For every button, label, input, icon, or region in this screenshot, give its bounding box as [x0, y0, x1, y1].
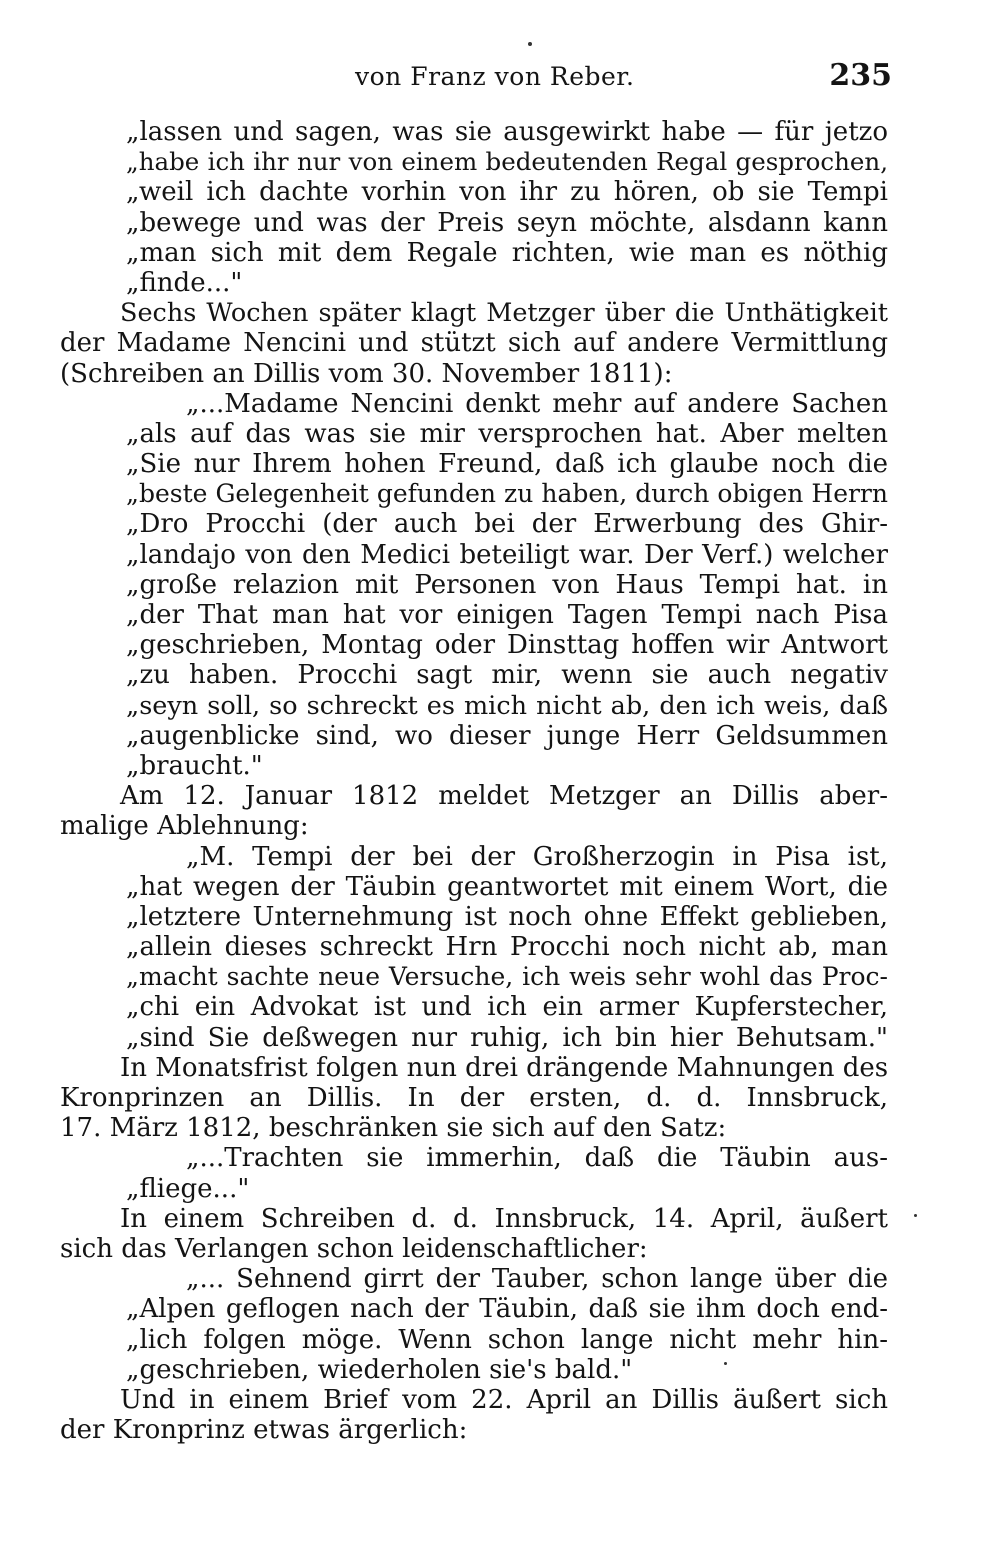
- text-line: „sind Sie deßwegen nur ruhig, ich bin hier Behutsam.": [126, 1022, 888, 1053]
- text-line: Kronprinzen an Dillis. In der ersten, d. d. Innsbruck,: [60, 1083, 888, 1113]
- text-line: „braucht.": [126, 750, 263, 781]
- text-line: „lassen und sagen, was sie ausgewirkt habe — für jetzo: [126, 117, 888, 147]
- text-line: Sechs Wochen später klagt Metzger über die Unthätigkeit: [120, 298, 888, 329]
- speck-mark: [914, 1214, 917, 1217]
- text-line: „geschrieben, Montag oder Dinsttag hoffen wir Antwort: [126, 630, 888, 661]
- text-line: 17. März 1812, beschränken sie sich auf den Satz:: [60, 1113, 727, 1144]
- text-line: In einem Schreiben d. d. Innsbruck, 14. April, äußert: [120, 1203, 888, 1234]
- text-line: „lich folgen möge. Wenn schon lange nicht mehr hin-: [126, 1324, 888, 1355]
- text-line: „als auf das was sie mir versprochen hat. Aber melten: [126, 418, 888, 449]
- text-line: „geschrieben, wiederholen sie's bald.": [126, 1354, 633, 1385]
- text-line: „...Madame Nencini denkt mehr auf andere Sachen: [186, 388, 888, 419]
- text-line: „habe ich ihr nur von einem bedeutenden Regal gesprochen,: [126, 147, 888, 177]
- text-line: Am 12. Januar 1812 meldet Metzger an Dillis aber-: [120, 781, 888, 812]
- text-line: „chi ein Advokat ist und ich ein armer Kupferstecher,: [126, 992, 888, 1023]
- text-line: „letztere Unternehmung ist noch ohne Effekt geblieben,: [126, 901, 888, 932]
- text-line: „landajo von den Medici beteiligt war. Der Verf.) welcher: [126, 539, 888, 570]
- text-line: „macht sachte neue Versuche, ich weis sehr wohl das Proc-: [126, 962, 888, 992]
- text-line: „Sie nur Ihrem hohen Freund, daß ich glaube noch die: [126, 449, 888, 480]
- text-line: „der That man hat vor einigen Tagen Tempi nach Pisa: [126, 600, 888, 630]
- text-line: „Alpen geflogen nach der Täubin, daß sie ihm doch end-: [126, 1294, 888, 1325]
- running-head: [0, 58, 1000, 98]
- page-number: 235: [829, 58, 892, 93]
- text-line: der Kronprinz etwas ärgerlich:: [60, 1415, 468, 1446]
- text-line: „weil ich dachte vorhin von ihr zu hören, ob sie Tempi: [126, 177, 888, 208]
- text-line: „fliege...": [126, 1173, 250, 1204]
- text-line: malige Ablehnung:: [60, 811, 309, 842]
- text-line: „seyn soll, so schreckt es mich nicht ab, den ich weis, daß: [126, 690, 888, 721]
- text-line: sich das Verlangen schon leidenschaftlicher:: [60, 1233, 648, 1264]
- text-line: „man sich mit dem Regale richten, wie man es nöthig: [126, 237, 888, 268]
- text-line: Und in einem Brief vom 22. April an Dillis äußert sich: [120, 1384, 888, 1415]
- text-line: „finde...": [126, 267, 243, 298]
- text-line: der Madame Nencini und stützt sich auf andere Vermittlung: [60, 328, 888, 359]
- text-line: In Monatsfrist folgen nun drei drängende Mahnungen des: [120, 1052, 888, 1083]
- text-line: „zu haben. Procchi sagt mir, wenn sie auch negativ: [126, 660, 888, 691]
- text-line: „allein dieses schreckt Hrn Procchi noch nicht ab, man: [126, 932, 888, 963]
- text-line: „bewege und was der Preis seyn möchte, alsdann kann: [126, 207, 888, 238]
- text-line: (Schreiben an Dillis vom 30. November 1811):: [60, 358, 673, 389]
- text-line: „große relazion mit Personen von Haus Tempi hat. in: [126, 569, 888, 600]
- text-line: „... Sehnend girrt der Tauber, schon lange über die: [186, 1264, 888, 1295]
- text-line: „Dro Procchi (der auch bei der Erwerbung des Ghir-: [126, 509, 888, 540]
- text-line: „...Trachten sie immerhin, daß die Täubin aus-: [186, 1143, 888, 1174]
- text-line: „augenblicke sind, wo dieser junge Herr Geldsummen: [126, 720, 888, 751]
- body-text: [60, 117, 888, 1445]
- text-line: „beste Gelegenheit gefunden zu haben, durch obigen Herrn: [126, 479, 888, 509]
- running-title: von Franz von Reber.: [355, 62, 635, 91]
- text-line: „hat wegen der Täubin geantwortet mit einem Wort, die: [126, 871, 888, 902]
- speck-mark: [528, 42, 532, 46]
- text-line: „M. Tempi der bei der Großherzogin in Pisa ist,: [186, 841, 888, 872]
